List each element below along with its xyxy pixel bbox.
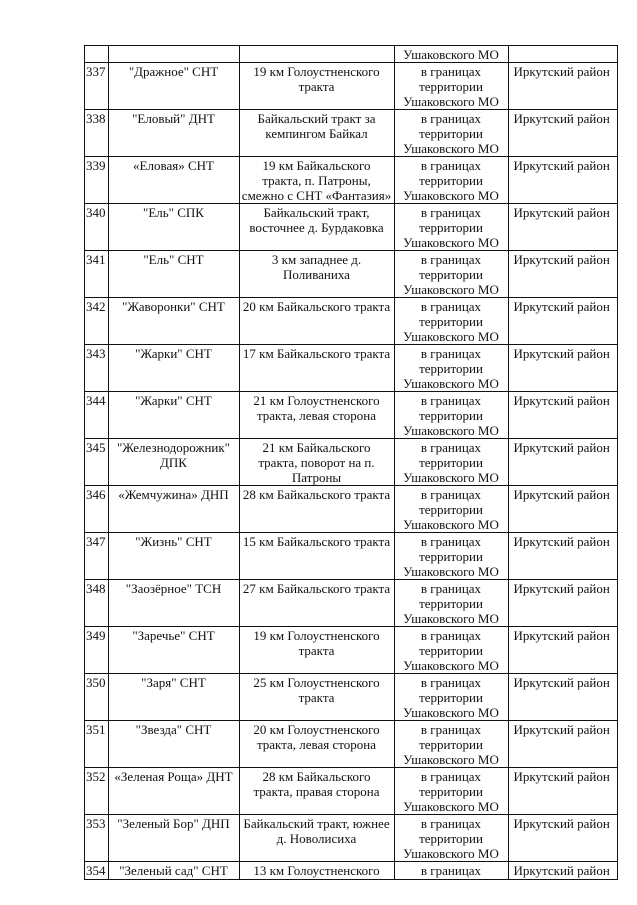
table-row [85, 298, 618, 345]
cell-district: Иркутский район [508, 533, 617, 580]
cell-location: Байкальский тракт, восточнее д. Бурдаковка [239, 204, 394, 251]
cell-name: "Ель" СНТ [108, 251, 239, 298]
cell-territory: в границах территории Ушаковского МО [394, 580, 508, 627]
cell-num: 354 [85, 862, 109, 880]
cell-territory: в границах территории Ушаковского МО [394, 486, 508, 533]
table-row [85, 345, 618, 392]
cell-district: Иркутский район [508, 862, 617, 880]
cell-district: Иркутский район [508, 298, 617, 345]
cell-district: Иркутский район [508, 486, 617, 533]
cell-territory: в границах территории Ушаковского МО [394, 204, 508, 251]
cell-location: 3 км западнее д. Поливаниха [239, 251, 394, 298]
cell-district: Иркутский район [508, 392, 617, 439]
cell-name: "Заря" СНТ [108, 674, 239, 721]
table-row [85, 674, 618, 721]
cell-territory: в границах территории Ушаковского МО [394, 157, 508, 204]
cell-location: 20 км Байкальского тракта [239, 298, 394, 345]
cell-num: 352 [85, 768, 109, 815]
cell-num: 345 [85, 439, 109, 486]
cell-district: Иркутский район [508, 63, 617, 110]
table-row [85, 204, 618, 251]
cell-location: 17 км Байкальского тракта [239, 345, 394, 392]
cell-territory: в границах территории Ушаковского МО [394, 533, 508, 580]
cell-location: 19 км Голоустненского тракта [239, 63, 394, 110]
cell-territory: в границах территории Ушаковского МО [394, 392, 508, 439]
table-row [85, 110, 618, 157]
cell-num: 347 [85, 533, 109, 580]
cell-num: 351 [85, 721, 109, 768]
cell-district: Иркутский район [508, 815, 617, 862]
cell-territory: в границах [394, 862, 508, 880]
cell-num: 349 [85, 627, 109, 674]
cell-location: 28 км Байкальского тракта [239, 486, 394, 533]
table-row [85, 815, 618, 862]
cell-territory: в границах территории Ушаковского МО [394, 298, 508, 345]
cell-num: 338 [85, 110, 109, 157]
cell-name: "Зеленый сад" СНТ [108, 862, 239, 880]
cell-num: 344 [85, 392, 109, 439]
cell-name: "Жарки" СНТ [108, 345, 239, 392]
table-row [85, 63, 618, 110]
cell-district: Иркутский район [508, 110, 617, 157]
table-row [85, 486, 618, 533]
table-row [85, 627, 618, 674]
cell-district: Иркутский район [508, 627, 617, 674]
cell-num: 353 [85, 815, 109, 862]
cell-territory: в границах территории Ушаковского МО [394, 110, 508, 157]
cell-name: «Еловая» СНТ [108, 157, 239, 204]
cell-name: "Заозёрное" ТСН [108, 580, 239, 627]
table-row [85, 157, 618, 204]
cell-district: Иркутский район [508, 580, 617, 627]
cell-num: 343 [85, 345, 109, 392]
cell-location: 21 км Голоустненского тракта, левая сторона [239, 392, 394, 439]
cell-territory: в границах территории Ушаковского МО [394, 674, 508, 721]
cell-district: Иркутский район [508, 345, 617, 392]
cell-name: "Жарки" СНТ [108, 392, 239, 439]
cell-name: "Дражное" СНТ [108, 63, 239, 110]
cell-num: 337 [85, 63, 109, 110]
table-row [85, 533, 618, 580]
cell-district: Иркутский район [508, 768, 617, 815]
cell-name: "Заречье" СНТ [108, 627, 239, 674]
cell-location: 28 км Байкальского тракта, правая сторона [239, 768, 394, 815]
registry-table [84, 45, 618, 880]
cell-location [239, 46, 394, 63]
cell-location: 19 км Голоустненского тракта [239, 627, 394, 674]
cell-location: 27 км Байкальского тракта [239, 580, 394, 627]
cell-num: 341 [85, 251, 109, 298]
cell-territory: в границах территории Ушаковского МО [394, 251, 508, 298]
cell-num: 342 [85, 298, 109, 345]
table-row [85, 46, 618, 63]
cell-district: Иркутский район [508, 674, 617, 721]
cell-num: 346 [85, 486, 109, 533]
cell-location: Байкальский тракт за кемпингом Байкал [239, 110, 394, 157]
cell-num: 348 [85, 580, 109, 627]
cell-location: 20 км Голоустненского тракта, левая сторона [239, 721, 394, 768]
cell-district: Иркутский район [508, 157, 617, 204]
cell-name: "Еловый" ДНТ [108, 110, 239, 157]
cell-location: Байкальский тракт, южнее д. Новолисиха [239, 815, 394, 862]
cell-location: 19 км Байкальского тракта, п. Патроны, смежно с СНТ «Фантазия» [239, 157, 394, 204]
cell-num: 339 [85, 157, 109, 204]
cell-territory: в границах территории Ушаковского МО [394, 345, 508, 392]
cell-district [508, 46, 617, 63]
cell-territory: в границах территории Ушаковского МО [394, 439, 508, 486]
cell-name: "Ель" СПК [108, 204, 239, 251]
cell-location: 15 км Байкальского тракта [239, 533, 394, 580]
cell-name: «Зеленая Роща» ДНТ [108, 768, 239, 815]
cell-name [108, 46, 239, 63]
cell-territory: в границах территории Ушаковского МО [394, 768, 508, 815]
cell-num: 340 [85, 204, 109, 251]
cell-name: "Звезда" СНТ [108, 721, 239, 768]
cell-name: «Жемчужина» ДНП [108, 486, 239, 533]
table-row [85, 862, 618, 880]
cell-territory: в границах территории Ушаковского МО [394, 63, 508, 110]
cell-location: 21 км Байкальского тракта, поворот на п. Патроны [239, 439, 394, 486]
table-row [85, 768, 618, 815]
cell-district: Иркутский район [508, 204, 617, 251]
cell-name: "Зеленый Бор" ДНП [108, 815, 239, 862]
cell-name: "Железнодорожник" ДПК [108, 439, 239, 486]
cell-location: 13 км Голоустненского [239, 862, 394, 880]
cell-territory: в границах территории Ушаковского МО [394, 815, 508, 862]
table-row [85, 439, 618, 486]
table-row [85, 392, 618, 439]
cell-territory: в границах территории Ушаковского МО [394, 721, 508, 768]
cell-territory: Ушаковского МО [394, 46, 508, 63]
cell-num: 350 [85, 674, 109, 721]
cell-territory: в границах территории Ушаковского МО [394, 627, 508, 674]
table-row [85, 580, 618, 627]
cell-district: Иркутский район [508, 251, 617, 298]
cell-name: "Жизнь" СНТ [108, 533, 239, 580]
cell-name: "Жаворонки" СНТ [108, 298, 239, 345]
table-row [85, 251, 618, 298]
cell-location: 25 км Голоустненского тракта [239, 674, 394, 721]
cell-district: Иркутский район [508, 439, 617, 486]
cell-district: Иркутский район [508, 721, 617, 768]
table-row [85, 721, 618, 768]
cell-num [85, 46, 109, 63]
